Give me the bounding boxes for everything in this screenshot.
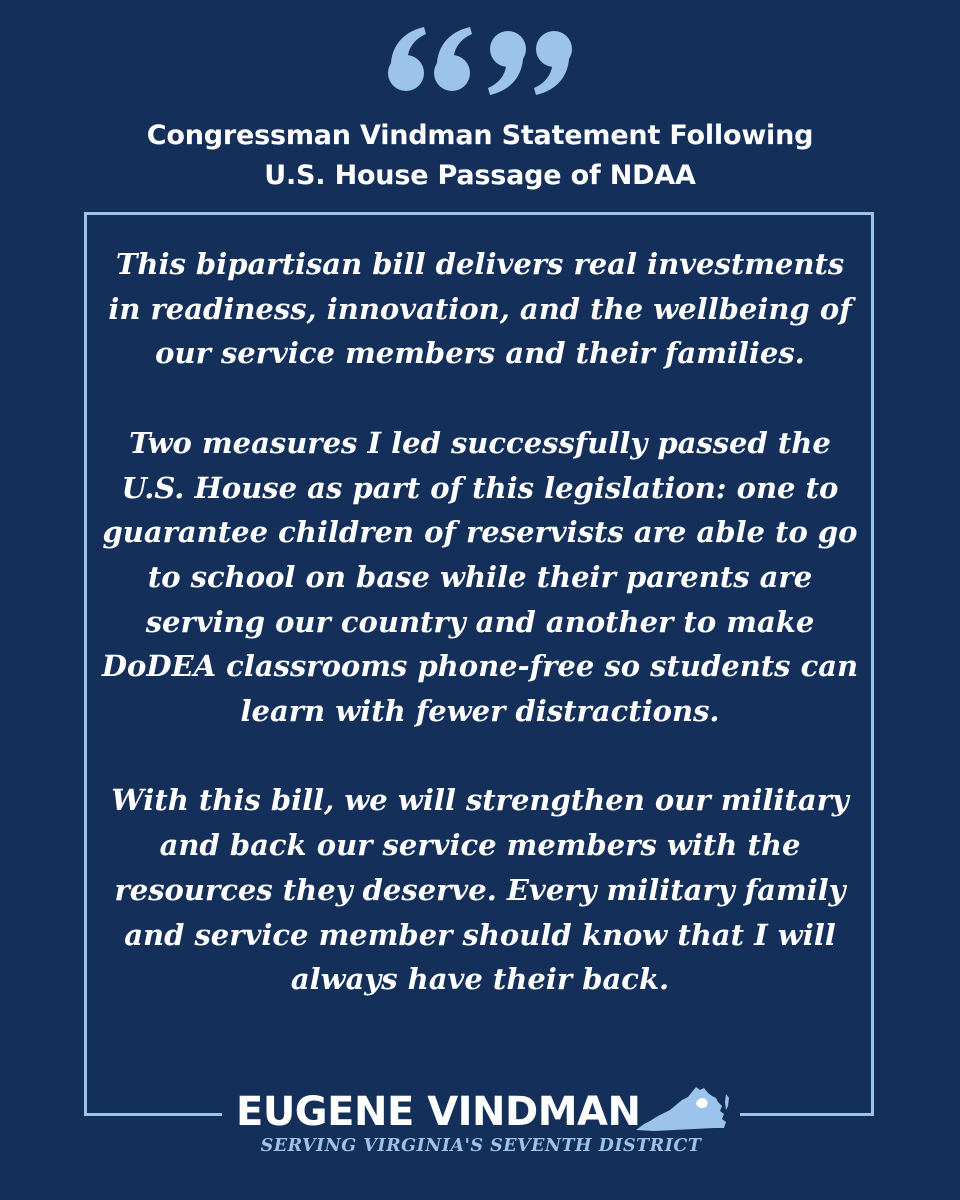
virginia-map-icon	[634, 1084, 730, 1141]
statement-paragraph: With this bill, we will strengthen our military and back our service members with the resources they deserve. Every military family and service member should know that I will always have their back.	[111, 783, 849, 997]
signature-tagline: SERVING VIRGINIA'S SEVENTH DISTRICT	[260, 1136, 702, 1156]
statement-body	[100, 242, 860, 1002]
statement-title	[80, 116, 880, 196]
signature-logo	[222, 1082, 740, 1164]
signature-name: EUGENE VINDMAN	[236, 1089, 641, 1135]
title-line-1: Congressman Vindman Statement Following	[146, 120, 814, 151]
statement-paragraph: This bipartisan bill delivers real investments in readiness, innovation, and the wellbeing of our service members and their families.	[108, 247, 852, 371]
title-line-2: U.S. House Passage of NDAA	[264, 160, 696, 191]
double-quote-icon	[0, 26, 960, 100]
statement-paragraph: Two measures I led successfully passed the U.S. House as part of this legislation: one to guarantee children of reservists are able to go to school on base while their parents are serving our country and another to make DoDEA classrooms phone-free so students can learn with fewer distractions.	[101, 425, 859, 729]
